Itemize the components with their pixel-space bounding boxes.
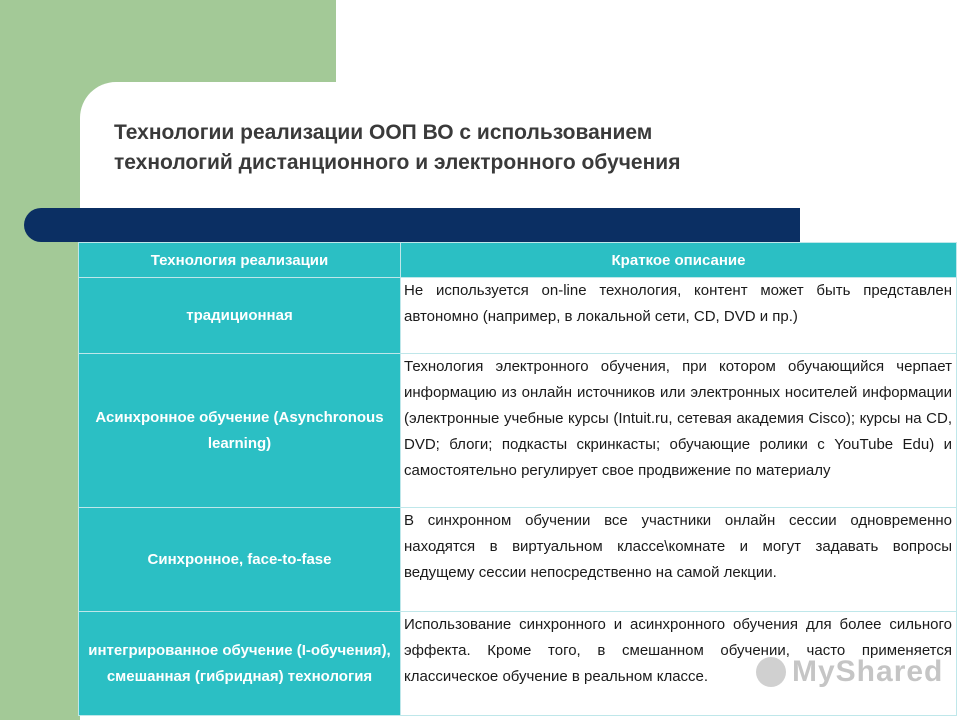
technology-name: Асинхронное обучение (Asynchronous learning) [79,354,401,508]
table-row [79,508,957,612]
technology-description: Технология электронного обучения, при котором обучающийся черпает информацию из онлайн источников или электронных носителей информации (электронные учебные курсы (Intuit.ru, сетевая академия Cisco); курсы на CD, DVD; блоги; подкасты скринкасты; обучающие ролики с YouTube Edu) и самостоятельно регулирует свое продвижение по материалу [401,354,957,508]
column-header-technology: Технология реализации [79,243,401,278]
technologies-table [78,242,957,716]
technology-name: традиционная [79,278,401,354]
slide-title-line-1: Технологии реализации ООП ВО с использованием [114,121,653,144]
technology-name: интегрированное обучение (I-обучения), смешанная (гибридная) технология [79,612,401,716]
decorative-navy-bar [24,208,800,242]
table-row [79,612,957,716]
table-row [79,354,957,508]
technology-description: В синхронном обучении все участники онлайн сессии одновременно находятся в виртуальном классе\комнате и могут задавать вопросы ведущему сессии непосредственно на самой лекции. [401,508,957,612]
decorative-top-strip [336,0,960,82]
table-header-row [79,243,957,278]
technology-description: Не используется on-line технология, контент может быть представлен автономно (например, в локальной сети, CD, DVD и пр.) [401,278,957,354]
slide-title [114,118,914,178]
technology-description: Использование синхронного и асинхронного обучения для более сильного эффекта. Кроме того, в смешанном обучении, часто применяется классическое обучение в реальном классе. [401,612,957,716]
column-header-description: Краткое описание [401,243,957,278]
watermark-text: MyShared [792,655,944,689]
slide-title-line-2: технологий дистанционного и электронного обучения [114,151,681,174]
technology-name: Синхронное, face-to-fase [79,508,401,612]
table-row [79,278,957,354]
